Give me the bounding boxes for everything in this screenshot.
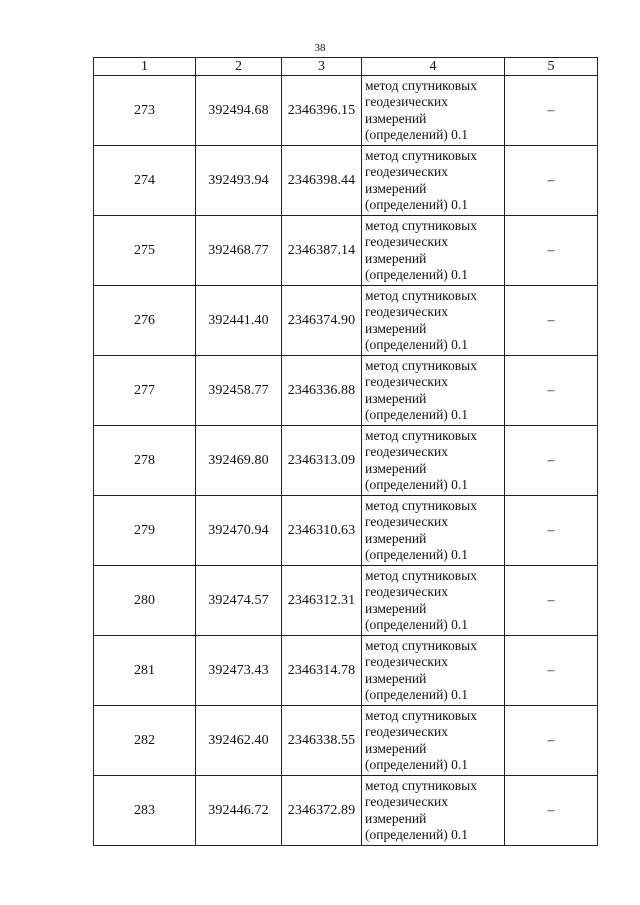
table-row (94, 216, 598, 286)
method-cell: метод спутниковых геодезических измерений (определений) 0.1 (362, 146, 505, 216)
header-col-3: 3 (282, 58, 362, 76)
method-cell: метод спутниковых геодезических измерений (определений) 0.1 (362, 496, 505, 566)
point-number-cell: 280 (94, 566, 196, 636)
point-number-cell: 278 (94, 426, 196, 496)
table-row (94, 426, 598, 496)
page-number: 38 (314, 42, 326, 54)
note-cell: – (505, 636, 598, 706)
note-cell: – (505, 146, 598, 216)
table-header (94, 58, 598, 76)
point-number-cell: 281 (94, 636, 196, 706)
header-col-1: 1 (94, 58, 196, 76)
y-coordinate-cell: 2346310.63 (282, 496, 362, 566)
point-number-cell: 277 (94, 356, 196, 426)
x-coordinate-cell: 392494.68 (196, 76, 282, 146)
y-coordinate-cell: 2346374.90 (282, 286, 362, 356)
point-number-cell: 276 (94, 286, 196, 356)
method-cell: метод спутниковых геодезических измерений (определений) 0.1 (362, 426, 505, 496)
x-coordinate-cell: 392474.57 (196, 566, 282, 636)
x-coordinate-cell: 392458.77 (196, 356, 282, 426)
x-coordinate-cell: 392493.94 (196, 146, 282, 216)
coordinates-table (93, 57, 598, 846)
method-cell: метод спутниковых геодезических измерений (определений) 0.1 (362, 566, 505, 636)
method-cell: метод спутниковых геодезических измерений (определений) 0.1 (362, 636, 505, 706)
point-number-cell: 279 (94, 496, 196, 566)
note-cell: – (505, 776, 598, 846)
y-coordinate-cell: 2346398.44 (282, 146, 362, 216)
note-cell: – (505, 566, 598, 636)
y-coordinate-cell: 2346372.89 (282, 776, 362, 846)
x-coordinate-cell: 392441.40 (196, 286, 282, 356)
method-cell: метод спутниковых геодезических измерений (определений) 0.1 (362, 356, 505, 426)
y-coordinate-cell: 2346313.09 (282, 426, 362, 496)
note-cell: – (505, 76, 598, 146)
header-row (94, 58, 598, 76)
x-coordinate-cell: 392468.77 (196, 216, 282, 286)
method-cell: метод спутниковых геодезических измерений (определений) 0.1 (362, 776, 505, 846)
y-coordinate-cell: 2346314.78 (282, 636, 362, 706)
note-cell: – (505, 426, 598, 496)
table-row (94, 146, 598, 216)
method-cell: метод спутниковых геодезических измерений (определений) 0.1 (362, 216, 505, 286)
point-number-cell: 273 (94, 76, 196, 146)
x-coordinate-cell: 392470.94 (196, 496, 282, 566)
table-row (94, 706, 598, 776)
header-col-2: 2 (196, 58, 282, 76)
note-cell: – (505, 496, 598, 566)
note-cell: – (505, 706, 598, 776)
table-row (94, 776, 598, 846)
table-body (94, 76, 598, 846)
header-col-5: 5 (505, 58, 598, 76)
header-col-4: 4 (362, 58, 505, 76)
x-coordinate-cell: 392469.80 (196, 426, 282, 496)
note-cell: – (505, 356, 598, 426)
y-coordinate-cell: 2346338.55 (282, 706, 362, 776)
y-coordinate-cell: 2346336.88 (282, 356, 362, 426)
point-number-cell: 274 (94, 146, 196, 216)
point-number-cell: 275 (94, 216, 196, 286)
table-row (94, 76, 598, 146)
table-row (94, 496, 598, 566)
table-row (94, 636, 598, 706)
table-row (94, 356, 598, 426)
table-row (94, 566, 598, 636)
table-row (94, 286, 598, 356)
x-coordinate-cell: 392446.72 (196, 776, 282, 846)
point-number-cell: 283 (94, 776, 196, 846)
note-cell: – (505, 216, 598, 286)
x-coordinate-cell: 392473.43 (196, 636, 282, 706)
y-coordinate-cell: 2346312.31 (282, 566, 362, 636)
method-cell: метод спутниковых геодезических измерений (определений) 0.1 (362, 76, 505, 146)
point-number-cell: 282 (94, 706, 196, 776)
method-cell: метод спутниковых геодезических измерений (определений) 0.1 (362, 706, 505, 776)
note-cell: – (505, 286, 598, 356)
y-coordinate-cell: 2346396.15 (282, 76, 362, 146)
y-coordinate-cell: 2346387.14 (282, 216, 362, 286)
x-coordinate-cell: 392462.40 (196, 706, 282, 776)
method-cell: метод спутниковых геодезических измерений (определений) 0.1 (362, 286, 505, 356)
